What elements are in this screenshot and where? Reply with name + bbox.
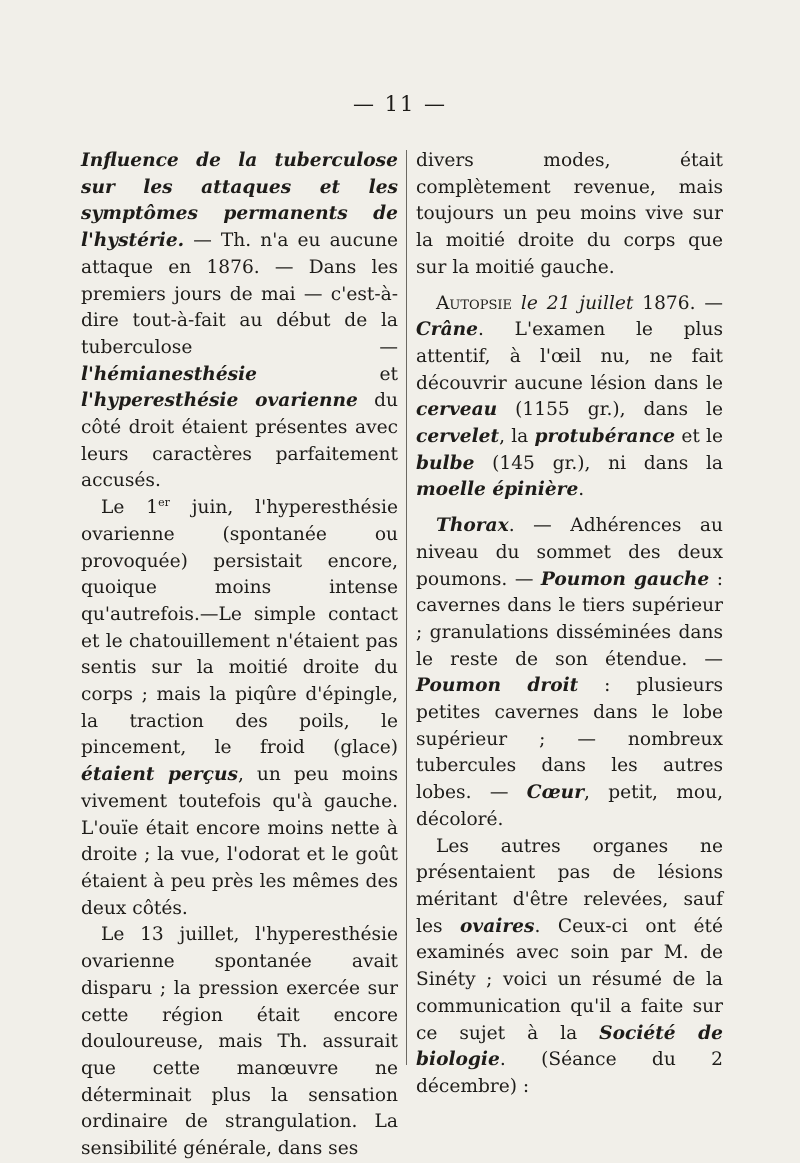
- text-span: juin, l'hyperesthésie ovarienne (spontanée ou provoquée) persistait encore, quoique moins intense qu'autrefois.—Le simple contact et le chatouillement n'étaient pas sentis sur la moitié droite du corps ; mais la piqûre d'épingle, la traction des poils, le pincement, le froid (glace): [81, 497, 398, 759]
- text-span: et: [257, 363, 398, 385]
- term-ovaires: ovaires: [460, 915, 535, 937]
- term-cerveau: cerveau: [416, 399, 498, 421]
- term-percus: étaient perçus: [81, 764, 238, 786]
- paragraph-thorax: [416, 513, 723, 833]
- heading-autopsie: Autopsie: [436, 292, 512, 314]
- term-bulbe: bulbe: [416, 452, 475, 474]
- term-hyperesthesie: l'hyperesthésie ovarienne: [81, 390, 358, 412]
- text-span: . (Séance du 2 décembre) :: [416, 1049, 723, 1097]
- text-span: , un peu moins vivement toutefois qu'à gauche. L'ouïe était encore moins nette à droite ; la vue, l'odorat et le goût étaient à peu près les mêmes des deux côtés.: [81, 764, 398, 919]
- text-span: .: [578, 479, 585, 501]
- term-crane: Crâne: [416, 319, 478, 341]
- text-span: Le 1: [101, 497, 159, 519]
- superscript: er: [158, 495, 170, 509]
- term-coeur: Cœur: [526, 782, 584, 804]
- term-poumon-droit: Poumon droit: [416, 675, 579, 697]
- text-span: 1876. —: [633, 292, 723, 314]
- text-span: du côté droit étaient présentes avec leurs caractères parfaitement accusés.: [81, 390, 398, 492]
- text-span: , petit, mou, décoloré.: [416, 782, 723, 830]
- left-column: [81, 148, 398, 1163]
- paragraph-tuberculose: [81, 148, 398, 495]
- text-span: et le: [675, 426, 723, 448]
- column-divider: [406, 150, 407, 1065]
- text-span: . — Adhérences au niveau du sommet des deux poumons. —: [416, 515, 723, 590]
- text-span: , la: [499, 426, 535, 448]
- page-number: — 11 —: [352, 92, 448, 116]
- term-poumon-gauche: Poumon gauche: [540, 568, 710, 590]
- text-span: (145 gr.), ni dans la: [474, 452, 723, 474]
- paragraph-organes: [416, 834, 723, 1101]
- text-span: : plusieurs petites cavernes dans le lobe supérieur ; — nombreux tubercules dans les autres lobes. —: [416, 675, 723, 804]
- text-span: . Ceux-ci ont été examinés avec soin par M. de Sinéty ; voici un résumé de la communication qu'il a faite sur ce sujet à la: [416, 915, 724, 1044]
- term-hemianesthesie: l'hémianesthésie: [81, 363, 258, 385]
- term-societe-biologie: Société de biologie: [416, 1022, 723, 1071]
- autopsie-date: le 21 juillet: [512, 292, 634, 314]
- text-span: Le 13 juillet, l'hyperesthésie ovarienne spontanée avait disparu ; la pression exercée sur cette région était encore douloureuse, mais Th. assurait que cette manœuvre ne déterminait plus la sensation ordinaire de strangulation. La sensibilité générale, dans ses: [81, 924, 398, 1160]
- text-span: (1155 gr.), dans le: [497, 399, 723, 421]
- term-moelle: moelle épinière: [416, 479, 579, 501]
- term-protuberance: protubérance: [534, 426, 676, 448]
- paragraph-juin: [81, 495, 398, 922]
- section-title: Influence de la tuberculose sur les attaques et les symptômes permanents de l'hystérie.: [81, 150, 398, 252]
- heading-thorax: Thorax: [436, 515, 509, 537]
- text-span: Les autres organes ne présentaient pas de lésions méritant d'être relevées, sauf les: [416, 835, 723, 937]
- text-span: : cavernes dans le tiers supérieur ; granulations disséminées dans le reste de son étendue. —: [416, 568, 723, 670]
- text-span: divers modes, était complètement revenue, mais toujours un peu moins vive sur la moitié droite du corps que sur la moitié gauche.: [416, 150, 723, 278]
- term-cervelet: cervelet: [416, 426, 500, 448]
- right-column: [416, 148, 723, 1101]
- paragraph-juillet: [81, 922, 398, 1162]
- paragraph-autopsie: [416, 291, 723, 505]
- paragraph-continuation: [416, 148, 723, 282]
- text-span: — Th. n'a eu aucune attaque en 1876. — Dans les premiers jours de mai — c'est-à-dire tout-à-fait au début de la tuberculose —: [81, 230, 398, 358]
- text-span: . L'examen le plus attentif, à l'œil nu, ne fait découvrir aucune lésion dans le: [416, 319, 723, 394]
